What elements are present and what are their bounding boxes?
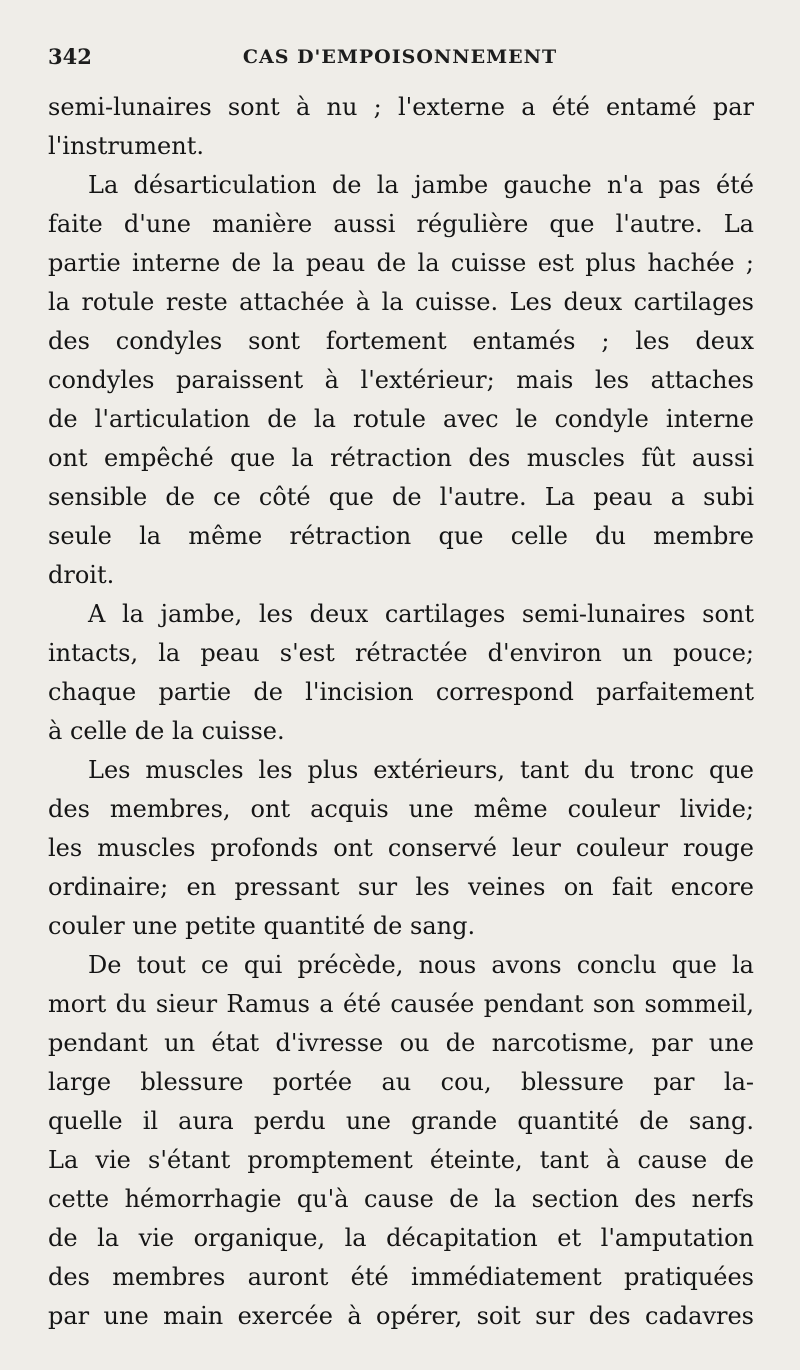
text-line: De tout ce qui précède, nous avons conclu que la [88, 951, 754, 979]
text-line: l'instrument. [48, 132, 204, 160]
text-line: La désarticulation de la jambe gauche n'a pas été [88, 171, 754, 199]
text-line: des membres, ont acquis une même couleur livide; [48, 795, 754, 823]
page-header [48, 44, 752, 74]
text-line: quelle il aura perdu une grande quantité de sang. [48, 1107, 754, 1135]
text-line: mort du sieur Ramus a été causée pendant son sommeil, [48, 990, 754, 1018]
text-line: partie interne de la peau de la cuisse est plus hachée ; [48, 249, 754, 277]
text-line: droit. [48, 561, 115, 589]
text-line: large blessure portée au cou, blessure par la- [48, 1068, 754, 1096]
text-line: semi-lunaires sont à nu ; l'externe a été entamé par [48, 93, 754, 121]
page-number: 342 [48, 44, 92, 69]
text-line: de l'articulation de la rotule avec le condyle interne [48, 405, 754, 433]
text-line: cette hémorrhagie qu'à cause de la section des nerfs [48, 1185, 754, 1213]
text-line: seule la même rétraction que celle du membre [48, 522, 754, 550]
text-line: des condyles sont fortement entamés ; les deux [48, 327, 754, 355]
text-line: pendant un état d'ivresse ou de narcotisme, par une [48, 1029, 754, 1057]
text-line: A la jambe, les deux cartilages semi-lunaires sont [88, 600, 754, 628]
text-line: intacts, la peau s'est rétractée d'environ un pouce; [48, 639, 754, 667]
text-line: de la vie organique, la décapitation et l'amputation [48, 1224, 754, 1252]
text-line: Les muscles les plus extérieurs, tant du tronc que [88, 756, 754, 784]
text-line: par une main exercée à opérer, soit sur des cadavres [48, 1302, 754, 1330]
text-line: sensible de ce côté que de l'autre. La peau a subi [48, 483, 754, 511]
body-text [48, 88, 754, 1336]
text-line: à celle de la cuisse. [48, 717, 285, 745]
text-line: chaque partie de l'incision correspond parfaitement [48, 678, 754, 706]
text-line: la rotule reste attachée à la cuisse. Les deux cartilages [48, 288, 754, 316]
running-title: CAS D'EMPOISONNEMENT [242, 46, 558, 68]
text-line: condyles paraissent à l'extérieur; mais les attaches [48, 366, 754, 394]
text-line: des membres auront été immédiatement pratiquées [48, 1263, 754, 1291]
text-line: La vie s'étant promptement éteinte, tant à cause de [48, 1146, 754, 1174]
text-line: ordinaire; en pressant sur les veines on fait encore [48, 873, 754, 901]
text-line: ont empêché que la rétraction des muscles fût aussi [48, 444, 754, 472]
text-line: faite d'une manière aussi régulière que l'autre. La [48, 210, 754, 238]
text-line: couler une petite quantité de sang. [48, 912, 476, 940]
text-line: les muscles profonds ont conservé leur couleur rouge [48, 834, 754, 862]
